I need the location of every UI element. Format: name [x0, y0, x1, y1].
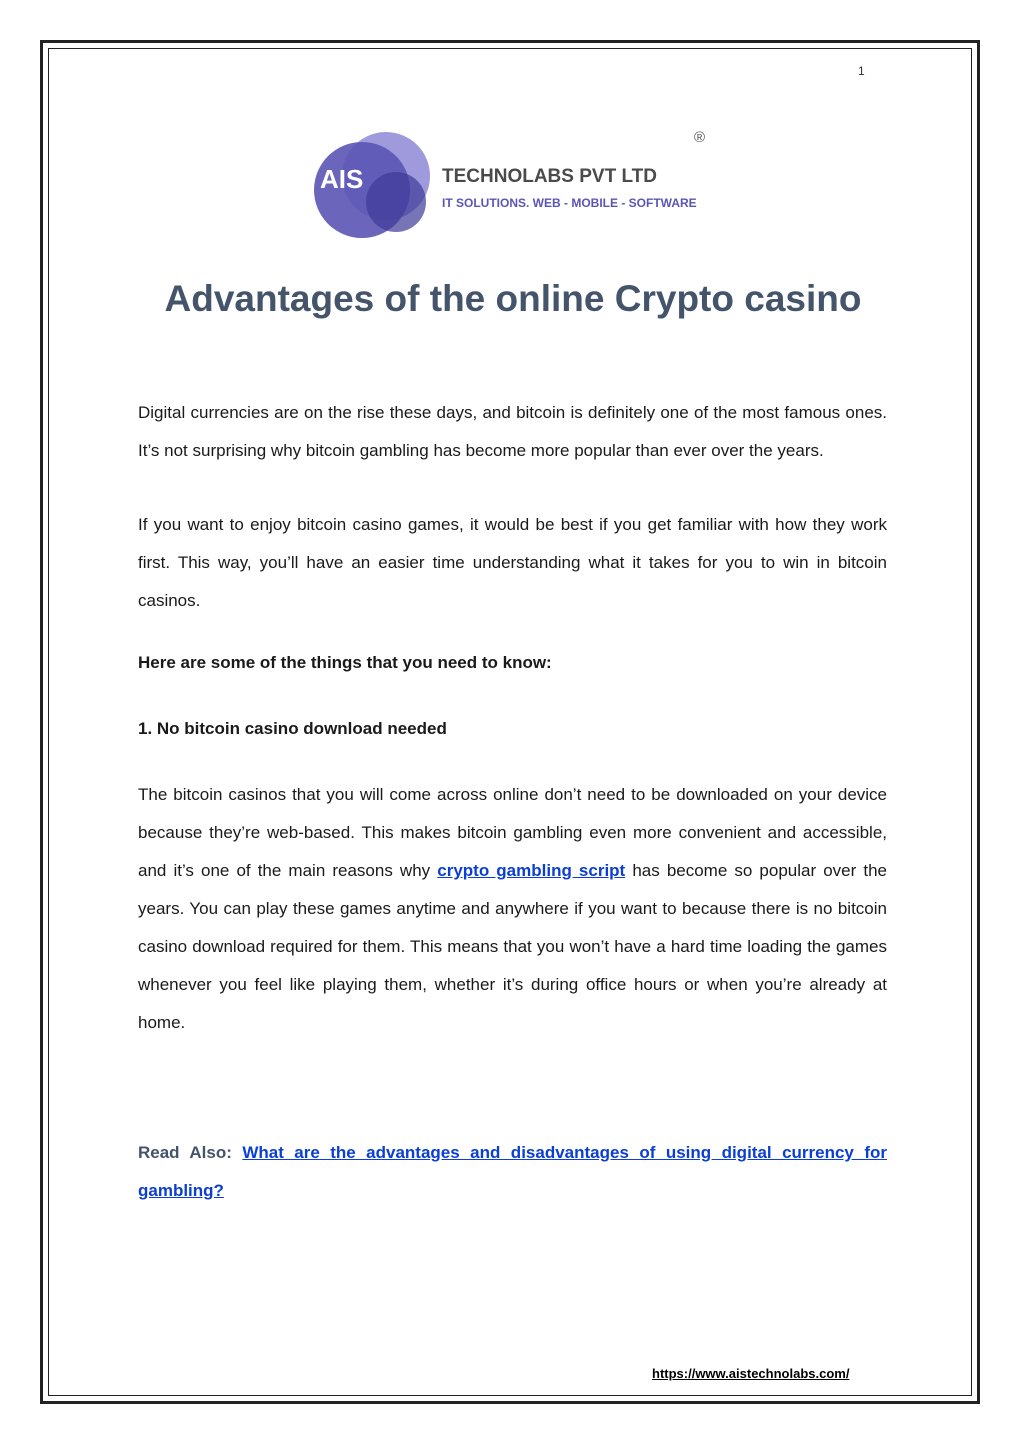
logo-company-name: TECHNOLABS PVT LTD	[442, 166, 657, 187]
crypto-gambling-script-link[interactable]: crypto gambling script	[437, 861, 626, 880]
company-logo	[314, 124, 714, 244]
paragraph-text-after-link: has become so popular over the years. You can play these games anytime and anywhere if you want to because there is no bitcoin casino download required for them. This means that you won’t have a hard time loading the games whenever you feel like playing them, whether it’s during office hours or when you’re already at home.	[138, 861, 887, 1032]
logo-registered-mark: ®	[694, 129, 706, 146]
things-to-know-heading: Here are some of the things that you need to know:	[138, 653, 552, 672]
page-number: 1	[858, 64, 865, 78]
logo-initials: AIS	[320, 164, 364, 194]
page-title: Advantages of the online Crypto casino	[164, 278, 862, 319]
logo-circle-small	[366, 172, 426, 232]
second-paragraph: If you want to enjoy bitcoin casino games, it would be best if you get familiar with how they work first. This way, you’ll have an easier time understanding what it takes for you to win in bitcoin casinos.	[138, 515, 887, 610]
logo-tagline: IT SOLUTIONS. WEB - MOBILE - SOFTWARE	[442, 196, 697, 210]
read-also-link[interactable]: What are the advantages and disadvantages of using digital currency for gambling?	[138, 1143, 887, 1200]
read-also-label: Read Also:	[138, 1143, 232, 1162]
read-also-line	[138, 1134, 887, 1210]
paragraph-text-before-link: The bitcoin casinos that you will come across online don’t need to be downloaded on your device because they’re web-based. This makes bitcoin gambling even more convenient and accessible, and it’s one of the main reasons why	[138, 785, 887, 880]
section-heading-no-download: 1. No bitcoin casino download needed	[138, 719, 447, 738]
footer-website-link[interactable]: https://www.aistechnolabs.com/	[652, 1366, 850, 1381]
intro-paragraph: Digital currencies are on the rise these days, and bitcoin is definitely one of the most famous ones. It’s not surprising why bitcoin gambling has become more popular than ever over the years.	[138, 403, 887, 460]
article-body	[138, 394, 887, 1210]
no-download-paragraph	[138, 776, 887, 1042]
